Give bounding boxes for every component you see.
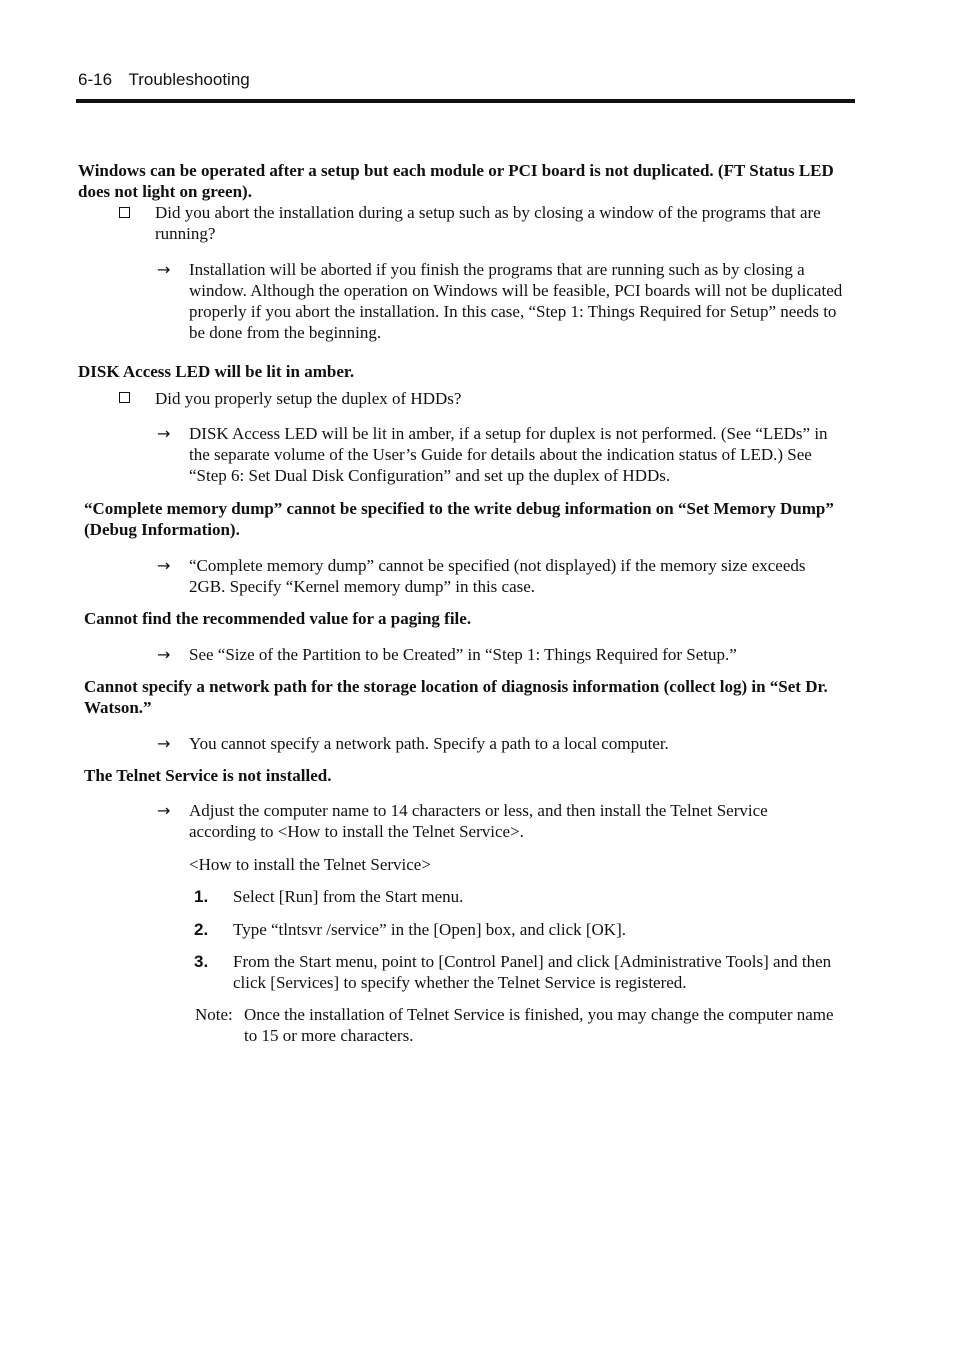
question-text: Did you properly setup the duplex of HDDs? [155, 389, 462, 408]
answer-text: Adjust the computer name to 14 characters or less, and then install the Telnet Service according to <How to install the Telnet Service>. [189, 801, 768, 841]
arrow-right-icon: → [157, 801, 171, 820]
chapter-title: Troubleshooting [128, 70, 250, 89]
arrow-right-icon: → [157, 556, 171, 575]
step-text: Select [Run] from the Start menu. [233, 887, 464, 906]
step-number: 2. [194, 920, 209, 939]
header-rule [76, 99, 855, 103]
page-number: 6-16 [78, 70, 113, 89]
note-text: Once the installation of Telnet Service is finished, you may change the computer name to 15 or more characters. [244, 1005, 834, 1045]
arrow-right-icon: → [157, 734, 171, 753]
section-heading: Windows can be operated after a setup but each module or PCI board is not duplicated. (FT Status LED does not light on green). [78, 161, 834, 201]
step-number: 1. [194, 887, 209, 906]
procedure-subheading: <How to install the Telnet Service> [189, 855, 431, 874]
step-number: 3. [194, 952, 209, 971]
answer-text: DISK Access LED will be lit in amber, if a setup for duplex is not performed. (See “LEDs” in the separate volume of the User’s Guide for details about the indication status of LED.) See “Step 6: Set Dual Disk Configuration” and set up the duplex of HDDs. [189, 424, 828, 485]
answer-text: Installation will be aborted if you finish the programs that are running such as by closing a window. Although the operation on Windows will be feasible, PCI boards will not be duplicated properly if you abort the installation. In this case, “Step 1: Things Required for Setup” needs to be done from the beginning. [189, 260, 843, 342]
section-heading: Cannot specify a network path for the storage location of diagnosis information (collect log) in “Set Dr. Watson.” [84, 677, 828, 717]
page-header [78, 70, 250, 90]
arrow-right-icon: → [157, 645, 171, 664]
arrow-right-icon: → [157, 424, 171, 443]
checkbox-icon [119, 392, 130, 403]
step-text: From the Start menu, point to [Control Panel] and click [Administrative Tools] and then click [Services] to specify whether the Telnet Service is registered. [233, 952, 832, 992]
answer-text: “Complete memory dump” cannot be specified (not displayed) if the memory size exceeds 2GB. Specify “Kernel memory dump” in this case. [189, 556, 806, 596]
step-text: Type “tlntsvr /service” in the [Open] box, and click [OK]. [233, 920, 626, 939]
section-heading: Cannot find the recommended value for a paging file. [84, 609, 472, 628]
section-heading: The Telnet Service is not installed. [84, 766, 332, 785]
section-heading: DISK Access LED will be lit in amber. [78, 362, 355, 381]
checkbox-icon [119, 207, 130, 218]
note-label: Note: [195, 1005, 233, 1024]
answer-text: You cannot specify a network path. Specify a path to a local computer. [189, 734, 669, 753]
arrow-right-icon: → [157, 260, 171, 279]
section-heading: “Complete memory dump” cannot be specified to the write debug information on “Set Memory Dump” (Debug Information). [84, 499, 834, 539]
answer-text: See “Size of the Partition to be Created” in “Step 1: Things Required for Setup.” [189, 645, 737, 664]
question-text: Did you abort the installation during a setup such as by closing a window of the programs that are running? [155, 203, 821, 243]
